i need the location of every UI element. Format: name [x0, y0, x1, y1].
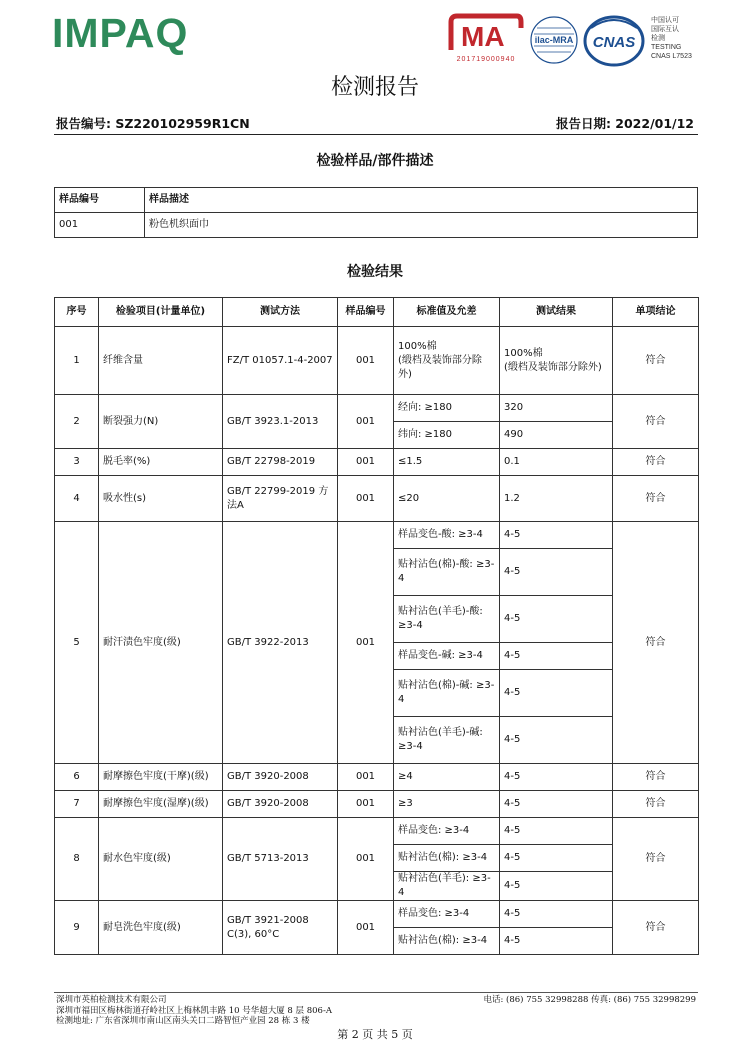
results-body — [55, 327, 699, 955]
svg-text:MA: MA — [461, 21, 505, 52]
header-cell: 序号 — [55, 298, 99, 327]
cnas-caption — [651, 16, 707, 61]
cnas-caption-line: 中国认可 — [651, 17, 679, 24]
item-number-cell: 5 — [55, 522, 99, 764]
test-item-cell: 纤维含量 — [99, 327, 223, 395]
result-cell: 1.2 — [500, 476, 613, 522]
sample-id-cell: 001 — [338, 327, 394, 395]
cnas-logo — [583, 14, 645, 68]
result-cell: 320 — [500, 395, 613, 422]
table-row — [55, 791, 699, 818]
table-row — [55, 476, 699, 522]
result-cell: 100%棉 (缎档及装饰部分除外) — [500, 327, 613, 395]
standard-cell: ≤1.5 — [394, 449, 500, 476]
footer — [56, 995, 696, 1027]
cnas-text: CNAS — [592, 34, 636, 51]
item-number-cell: 6 — [55, 764, 99, 791]
standard-cell: ≥3 — [394, 791, 500, 818]
table-header-row — [55, 188, 698, 213]
verdict-cell: 符合 — [613, 476, 699, 522]
verdict-cell: 符合 — [613, 522, 699, 764]
standard-cell: 贴衬沾色(羊毛)-酸: ≥3-4 — [394, 596, 500, 643]
cma-code: 201719000940 — [456, 56, 516, 63]
page-number: 第 2 页 共 5 页 — [337, 1028, 413, 1041]
table-row — [55, 901, 699, 928]
test-method-cell: GB/T 3923.1-2013 — [223, 395, 338, 449]
result-cell: 4-5 — [500, 670, 613, 717]
test-method-cell: FZ/T 01057.1-4-2007 — [223, 327, 338, 395]
impaq-logo: IMPAQ — [52, 10, 189, 56]
sample-id-cell: 001 — [55, 213, 145, 238]
standard-cell: ≥4 — [394, 764, 500, 791]
test-item-cell: 耐摩擦色牢度(干摩)(级) — [99, 764, 223, 791]
test-method-cell: GB/T 3920-2008 — [223, 791, 338, 818]
result-cell: 4-5 — [500, 845, 613, 872]
sample-table — [54, 187, 698, 238]
footer-divider — [54, 992, 698, 993]
standard-cell: 样品变色-碱: ≥3-4 — [394, 643, 500, 670]
item-number-cell: 4 — [55, 476, 99, 522]
sample-id-cell: 001 — [338, 395, 394, 449]
verdict-cell: 符合 — [613, 818, 699, 901]
sample-desc-cell: 粉色机织面巾 — [145, 213, 698, 238]
ilac-mra-logo — [529, 12, 579, 68]
header-cell: 检验项目(计量单位) — [99, 298, 223, 327]
standard-cell: 样品变色-酸: ≥3-4 — [394, 522, 500, 549]
result-cell: 4-5 — [500, 522, 613, 549]
standard-cell: 贴衬沾色(羊毛)-碱: ≥3-4 — [394, 717, 500, 764]
footer-company: 深圳市英柏检测技术有限公司 — [56, 995, 167, 1005]
verdict-cell: 符合 — [613, 901, 699, 955]
sample-id-cell: 001 — [338, 818, 394, 901]
result-cell: 4-5 — [500, 717, 613, 764]
standard-cell: 贴衬沾色(棉): ≥3-4 — [394, 845, 500, 872]
table-header-row — [55, 298, 699, 327]
test-item-cell: 吸水性(s) — [99, 476, 223, 522]
result-cell: 4-5 — [500, 872, 613, 901]
test-item-cell: 断裂强力(N) — [99, 395, 223, 449]
result-cell: 490 — [500, 422, 613, 449]
document-title: 检测报告 — [330, 75, 419, 100]
footer-contact: 电话: (86) 755 32998288 传真: (86) 755 32998299 — [483, 995, 696, 1005]
header-cell: 样品编号 — [338, 298, 394, 327]
test-item-cell: 耐水色牢度(级) — [99, 818, 223, 901]
standard-cell: ≤20 — [394, 476, 500, 522]
header-cell: 样品描述 — [145, 188, 698, 213]
item-number-cell: 8 — [55, 818, 99, 901]
sample-id-cell: 001 — [338, 901, 394, 955]
sample-id-cell: 001 — [338, 522, 394, 764]
test-method-cell: GB/T 5713-2013 — [223, 818, 338, 901]
result-cell: 4-5 — [500, 901, 613, 928]
result-cell: 4-5 — [500, 549, 613, 596]
standard-cell: 贴衬沾色(棉)-酸: ≥3-4 — [394, 549, 500, 596]
result-cell: 4-5 — [500, 818, 613, 845]
footer-address: 深圳市福田区梅林街道孖岭社区上梅林凯丰路 10 号华超大厦 8 层 806-A — [56, 1005, 332, 1016]
standard-cell: 样品变色: ≥3-4 — [394, 901, 500, 928]
standard-cell: 贴衬沾色(棉): ≥3-4 — [394, 928, 500, 955]
test-item-cell: 脱毛率(%) — [99, 449, 223, 476]
test-item-cell: 耐汗渍色牢度(级) — [99, 522, 223, 764]
standard-cell: 经向: ≥180 — [394, 395, 500, 422]
item-number-cell: 7 — [55, 791, 99, 818]
results-section-title: 检验结果 — [347, 264, 403, 280]
table-row — [55, 449, 699, 476]
verdict-cell: 符合 — [613, 449, 699, 476]
result-cell: 4-5 — [500, 928, 613, 955]
standard-cell: 贴衬沾色(羊毛): ≥3-4 — [394, 872, 500, 901]
header-cell: 测试方法 — [223, 298, 338, 327]
standard-cell: 贴衬沾色(棉)-碱: ≥3-4 — [394, 670, 500, 717]
result-cell: 4-5 — [500, 764, 613, 791]
header-cell: 测试结果 — [500, 298, 613, 327]
test-method-cell: GB/T 22798-2019 — [223, 449, 338, 476]
cnas-caption-line: 检测 — [651, 35, 665, 42]
cnas-caption-line: CNAS L7523 — [651, 53, 692, 60]
results-table — [54, 297, 699, 955]
sample-id-cell: 001 — [338, 449, 394, 476]
result-cell: 0.1 — [500, 449, 613, 476]
standard-cell: 样品变色: ≥3-4 — [394, 818, 500, 845]
result-cell: 4-5 — [500, 596, 613, 643]
verdict-cell: 符合 — [613, 395, 699, 449]
header-cell: 标准值及允差 — [394, 298, 500, 327]
standard-cell: 100%棉 (缎档及装饰部分除外) — [394, 327, 500, 395]
cnas-caption-line: TESTING — [651, 44, 682, 51]
sample-id-cell: 001 — [338, 764, 394, 791]
verdict-cell: 符合 — [613, 764, 699, 791]
header-divider — [54, 134, 698, 135]
table-row — [55, 395, 699, 422]
item-number-cell: 3 — [55, 449, 99, 476]
sample-section-title: 检验样品/部件描述 — [316, 153, 434, 169]
result-cell: 4-5 — [500, 791, 613, 818]
header-cell: 单项结论 — [613, 298, 699, 327]
test-method-cell: GB/T 3921-2008 C(3), 60°C — [223, 901, 338, 955]
table-row — [55, 522, 699, 549]
test-method-cell: GB/T 22799-2019 方法A — [223, 476, 338, 522]
report-number: 报告编号: SZ220102959R1CN — [56, 116, 250, 131]
item-number-cell: 9 — [55, 901, 99, 955]
table-row — [55, 764, 699, 791]
test-item-cell: 耐皂洗色牢度(级) — [99, 901, 223, 955]
verdict-cell: 符合 — [613, 327, 699, 395]
header-cell: 样品编号 — [55, 188, 145, 213]
cnas-caption-line: 国际互认 — [651, 26, 679, 33]
test-method-cell: GB/T 3920-2008 — [223, 764, 338, 791]
table-row — [55, 327, 699, 395]
table-row — [55, 818, 699, 845]
sample-id-cell: 001 — [338, 476, 394, 522]
accreditation-logos — [447, 12, 703, 70]
standard-cell: 纬向: ≥180 — [394, 422, 500, 449]
report-date: 报告日期: 2022/01/12 — [555, 116, 694, 131]
result-cell: 4-5 — [500, 643, 613, 670]
ilac-text: ilac-MRA — [534, 35, 574, 45]
test-item-cell: 耐摩擦色牢度(湿摩)(级) — [99, 791, 223, 818]
verdict-cell: 符合 — [613, 791, 699, 818]
item-number-cell: 1 — [55, 327, 99, 395]
table-row — [55, 213, 698, 238]
sample-id-cell: 001 — [338, 791, 394, 818]
cma-logo — [447, 12, 525, 68]
test-method-cell: GB/T 3922-2013 — [223, 522, 338, 764]
footer-lab-address: 检测地址: 广东省深圳市南山区南头关口二路智恒产业园 28 栋 3 楼 — [56, 1016, 310, 1026]
item-number-cell: 2 — [55, 395, 99, 449]
